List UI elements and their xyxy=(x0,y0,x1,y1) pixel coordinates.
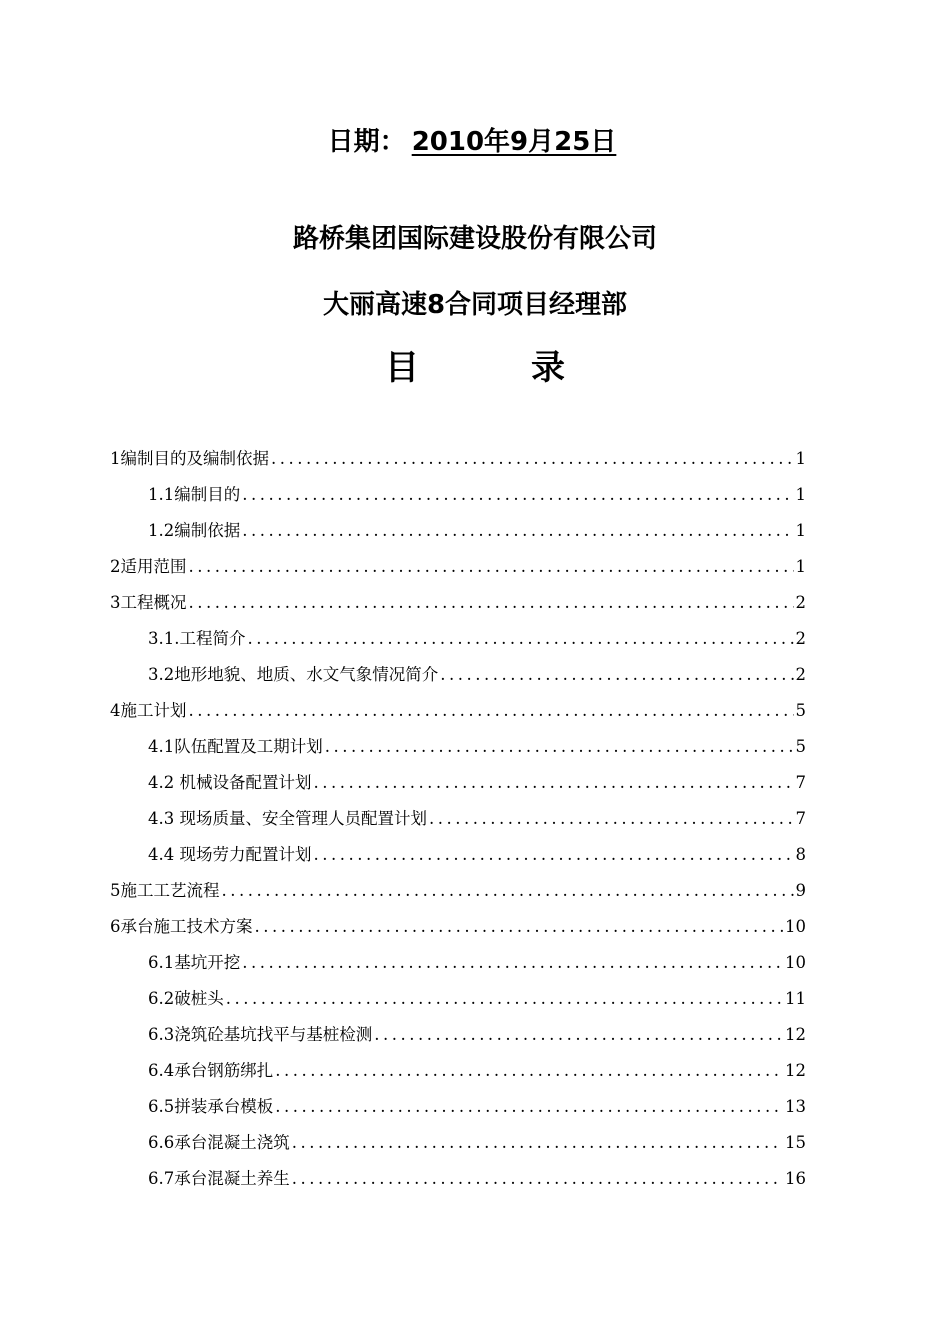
date-line xyxy=(0,122,950,162)
toc-entry-label: 4.3 现场质量、安全管理人员配置计划 xyxy=(148,809,427,828)
department-name: 大丽高速8合同项目经理部 xyxy=(322,290,628,320)
toc-entry[interactable] xyxy=(110,657,806,693)
date-value: 2010年9月25日 xyxy=(411,127,617,157)
toc-dot-leader xyxy=(187,693,794,729)
toc-title-left: 目 xyxy=(385,348,419,388)
toc-entry-label: 6.2破桩头 xyxy=(148,989,224,1008)
toc-entry[interactable] xyxy=(110,873,806,909)
toc-entry-page: 16 xyxy=(785,1169,806,1188)
toc-entry[interactable] xyxy=(110,1125,806,1161)
toc-entry-label: 1.1编制目的 xyxy=(148,485,241,504)
toc-entry-label: 6.3浇筑砼基坑找平与基桩检测 xyxy=(148,1025,373,1044)
toc-entry-label: 6.6承台混凝土浇筑 xyxy=(148,1133,290,1152)
toc-entry[interactable] xyxy=(110,801,806,837)
date-label: 日期： xyxy=(327,127,406,157)
toc-dot-leader xyxy=(312,837,794,873)
toc-entry-page: 11 xyxy=(785,989,806,1008)
toc-entry-label: 1.2编制依据 xyxy=(148,521,241,540)
toc-dot-leader xyxy=(253,909,784,945)
toc-entry-label: 5施工工艺流程 xyxy=(110,881,220,900)
toc-entry-label: 2适用范围 xyxy=(110,557,187,576)
toc-entry[interactable] xyxy=(110,1017,806,1053)
toc-entry-label: 4.2 机械设备配置计划 xyxy=(148,773,312,792)
toc-entry[interactable] xyxy=(110,909,806,945)
toc-entry-label: 6承台施工技术方案 xyxy=(110,917,253,936)
toc-dot-leader xyxy=(224,981,783,1017)
toc-dot-leader xyxy=(290,1161,783,1197)
toc-dot-leader xyxy=(372,1017,783,1053)
toc-entry[interactable] xyxy=(110,693,806,729)
toc-entry-page: 9 xyxy=(795,881,806,900)
toc-dot-leader xyxy=(323,729,794,765)
toc-entry-page: 13 xyxy=(785,1097,806,1116)
toc-entry-label: 6.4承台钢筋绑扎 xyxy=(148,1061,274,1080)
toc-entry-page: 2 xyxy=(795,593,806,612)
toc-entry-page: 12 xyxy=(785,1025,806,1044)
toc-entry-label: 3.2地形地貌、地质、水文气象情况简介 xyxy=(148,665,439,684)
toc-entry-page: 1 xyxy=(795,449,806,468)
toc-dot-leader xyxy=(187,549,794,585)
toc-entry[interactable] xyxy=(110,585,806,621)
toc-entry[interactable] xyxy=(110,729,806,765)
toc-entry[interactable] xyxy=(110,981,806,1017)
toc-entry-label: 4施工计划 xyxy=(110,701,187,720)
toc-entry-page: 10 xyxy=(785,917,806,936)
toc-dot-leader xyxy=(290,1125,783,1161)
toc-entry-label: 1编制目的及编制依据 xyxy=(110,449,269,468)
toc-entry[interactable] xyxy=(110,477,806,513)
toc-title-right: 录 xyxy=(531,348,565,388)
toc-dot-leader xyxy=(269,441,794,477)
toc-entry-page: 15 xyxy=(785,1133,806,1152)
toc-entry-label: 4.1队伍配置及工期计划 xyxy=(148,737,323,756)
toc-entry-label: 3工程概况 xyxy=(110,593,187,612)
toc-entry-page: 8 xyxy=(795,845,806,864)
toc-entry-page: 1 xyxy=(795,485,806,504)
toc-entry-label: 6.1基坑开挖 xyxy=(148,953,241,972)
toc-entry[interactable] xyxy=(110,945,806,981)
toc-entry-label: 6.7承台混凝土养生 xyxy=(148,1169,290,1188)
toc-entry[interactable] xyxy=(110,1161,806,1197)
toc-entry-label: 6.5拼装承台模板 xyxy=(148,1097,274,1116)
table-of-contents xyxy=(110,441,806,1197)
toc-dot-leader xyxy=(312,765,794,801)
toc-entry[interactable] xyxy=(110,621,806,657)
toc-entry-page: 1 xyxy=(795,557,806,576)
toc-entry[interactable] xyxy=(110,513,806,549)
toc-entry-page: 7 xyxy=(795,773,806,792)
toc-entry[interactable] xyxy=(110,1053,806,1089)
toc-entry[interactable] xyxy=(110,765,806,801)
toc-entry-page: 10 xyxy=(785,953,806,972)
toc-dot-leader xyxy=(246,621,794,657)
toc-entry[interactable] xyxy=(110,837,806,873)
toc-title xyxy=(0,344,950,392)
toc-entry-page: 12 xyxy=(785,1061,806,1080)
toc-dot-leader xyxy=(240,513,793,549)
toc-entry-label: 3.1.工程简介 xyxy=(148,629,246,648)
toc-entry[interactable] xyxy=(110,549,806,585)
toc-entry-page: 5 xyxy=(795,737,806,756)
toc-dot-leader xyxy=(240,477,793,513)
company-name: 路桥集团国际建设股份有限公司 xyxy=(292,224,657,254)
toc-dot-leader xyxy=(438,657,793,693)
toc-entry-page: 7 xyxy=(795,809,806,828)
toc-dot-leader xyxy=(427,801,794,837)
toc-entry[interactable] xyxy=(110,441,806,477)
toc-dot-leader xyxy=(220,873,794,909)
toc-entry-label: 4.4 现场劳力配置计划 xyxy=(148,845,312,864)
toc-entry-page: 2 xyxy=(795,629,806,648)
toc-entry-page: 1 xyxy=(795,521,806,540)
toc-dot-leader xyxy=(187,585,794,621)
toc-entry[interactable] xyxy=(110,1089,806,1125)
toc-entry-page: 2 xyxy=(795,665,806,684)
toc-dot-leader xyxy=(273,1053,783,1089)
toc-entry-page: 5 xyxy=(795,701,806,720)
toc-dot-leader xyxy=(273,1089,783,1125)
toc-dot-leader xyxy=(240,945,783,981)
